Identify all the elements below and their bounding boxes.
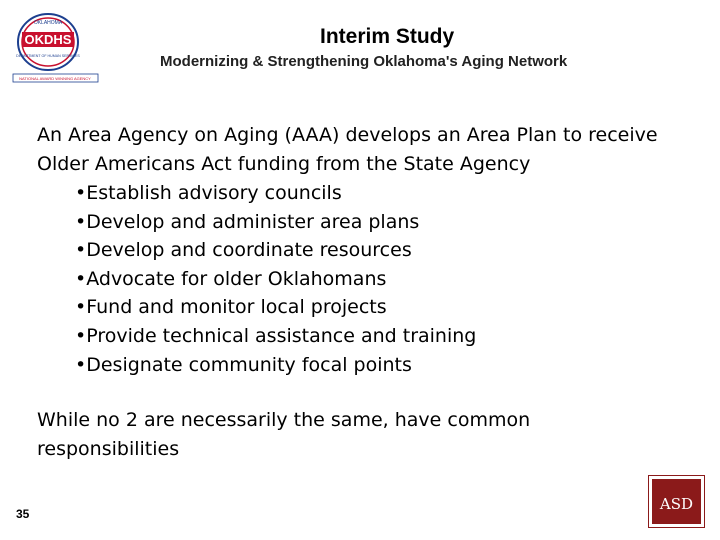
responsibilities-list [75, 179, 476, 379]
list-item-text: Fund and monitor local projects [86, 296, 387, 319]
slide-subtitle: Modernizing & Strengthening Oklahoma's Aging Network [160, 53, 568, 70]
bullet-marker: • [75, 296, 87, 319]
list-item-text: Advocate for older Oklahomans [86, 267, 387, 290]
intro-paragraph: An Area Agency on Aging (AAA) develops an Area Plan to receive Older Americans Act funding from the State Agency [37, 124, 658, 175]
asd-logo-graphic [648, 475, 705, 528]
list-item [75, 179, 476, 208]
logo-lower-text: DEPARTMENT OF HUMAN SERVICES [16, 54, 80, 58]
logo-main-text: OKDHS [24, 32, 72, 47]
page-number: 35 [16, 507, 30, 521]
okdhs-logo [10, 10, 110, 88]
list-item [75, 265, 476, 294]
list-item [75, 351, 476, 380]
list-item [75, 293, 476, 322]
bullet-marker: • [75, 353, 87, 376]
logo-bottom-text: NATIONAL AWARD WINNING AGENCY [19, 76, 91, 81]
list-item [75, 208, 476, 237]
list-item-text: Establish advisory councils [86, 182, 342, 204]
logo-top-text: OKLAHOMA [33, 20, 63, 26]
list-item [75, 322, 476, 351]
list-item-text: Develop and administer area plans [86, 210, 420, 233]
bullet-marker: • [75, 267, 87, 290]
bullet-marker: • [75, 210, 87, 233]
slide-title: Interim Study [320, 25, 455, 48]
closing-paragraph: While no 2 are necessarily the same, have common responsibilities [37, 409, 531, 460]
bullet-marker: • [75, 239, 87, 262]
list-item-text: Develop and coordinate resources [86, 239, 412, 262]
asd-logo-text: ASD [659, 495, 694, 513]
list-item [75, 236, 476, 265]
bullet-marker: • [75, 324, 87, 347]
list-item-text: Designate community focal points [86, 353, 412, 376]
bullet-marker: • [75, 182, 87, 204]
list-item-text: Provide technical assistance and training [86, 324, 477, 347]
asd-logo [648, 475, 705, 528]
okdhs-logo-graphic [10, 10, 110, 88]
